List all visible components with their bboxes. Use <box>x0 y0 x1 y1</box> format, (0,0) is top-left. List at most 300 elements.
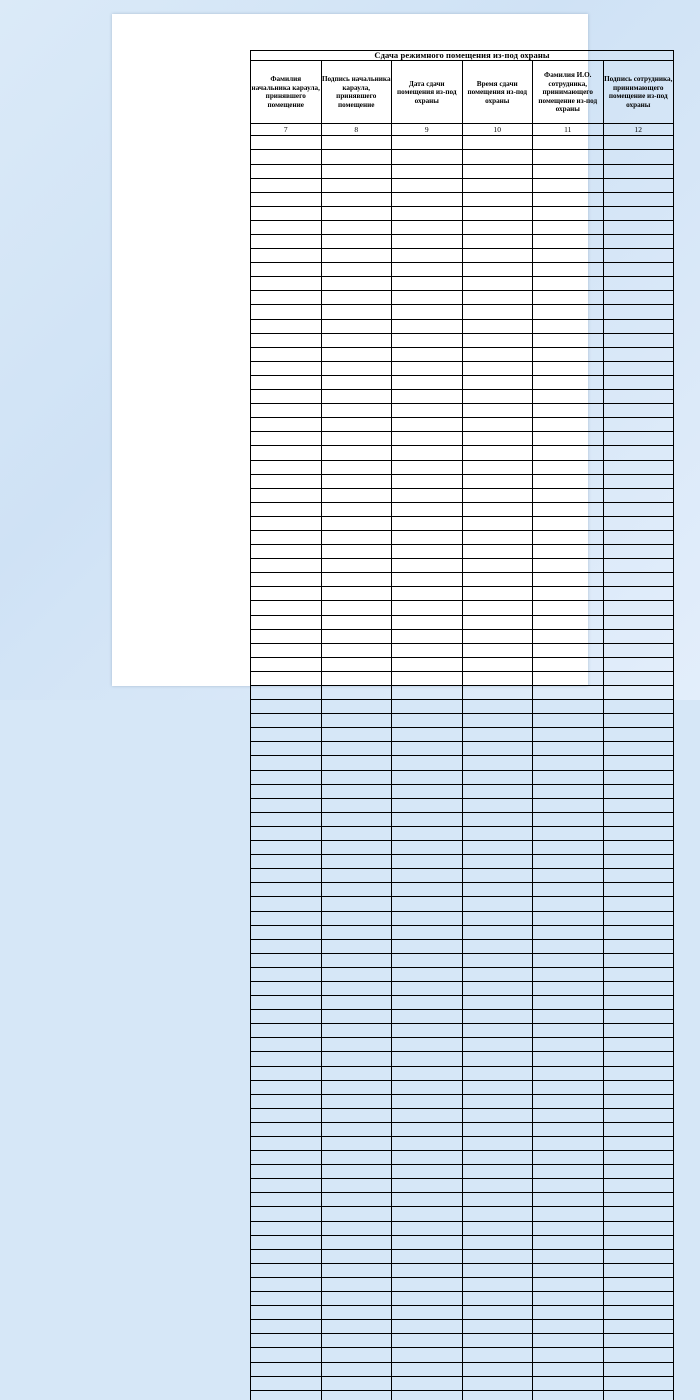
table-cell[interactable] <box>392 615 463 629</box>
table-cell[interactable] <box>603 742 674 756</box>
table-cell[interactable] <box>533 263 604 277</box>
table-cell[interactable] <box>392 1179 463 1193</box>
table-cell[interactable] <box>462 1066 533 1080</box>
table-cell[interactable] <box>533 235 604 249</box>
table-cell[interactable] <box>533 1179 604 1193</box>
table-cell[interactable] <box>251 545 322 559</box>
table-cell[interactable] <box>603 150 674 164</box>
table-cell[interactable] <box>603 1306 674 1320</box>
table-cell[interactable] <box>392 897 463 911</box>
table-cell[interactable] <box>603 375 674 389</box>
table-cell[interactable] <box>251 925 322 939</box>
table-cell[interactable] <box>321 404 392 418</box>
table-row[interactable] <box>251 939 674 953</box>
table-cell[interactable] <box>533 1052 604 1066</box>
table-cell[interactable] <box>392 277 463 291</box>
table-cell[interactable] <box>251 516 322 530</box>
table-row[interactable] <box>251 375 674 389</box>
table-cell[interactable] <box>392 714 463 728</box>
table-cell[interactable] <box>392 1376 463 1390</box>
table-cell[interactable] <box>251 220 322 234</box>
table-cell[interactable] <box>533 333 604 347</box>
table-cell[interactable] <box>251 573 322 587</box>
table-cell[interactable] <box>321 1221 392 1235</box>
table-row[interactable] <box>251 742 674 756</box>
table-row[interactable] <box>251 361 674 375</box>
table-cell[interactable] <box>603 1390 674 1400</box>
table-cell[interactable] <box>392 826 463 840</box>
table-cell[interactable] <box>603 855 674 869</box>
table-cell[interactable] <box>462 1292 533 1306</box>
table-cell[interactable] <box>603 333 674 347</box>
table-cell[interactable] <box>603 530 674 544</box>
table-cell[interactable] <box>603 1292 674 1306</box>
table-cell[interactable] <box>321 911 392 925</box>
table-cell[interactable] <box>392 1094 463 1108</box>
table-cell[interactable] <box>462 1306 533 1320</box>
table-cell[interactable] <box>603 390 674 404</box>
table-cell[interactable] <box>462 460 533 474</box>
table-row[interactable] <box>251 1052 674 1066</box>
table-cell[interactable] <box>392 911 463 925</box>
table-cell[interactable] <box>321 939 392 953</box>
table-cell[interactable] <box>321 700 392 714</box>
table-cell[interactable] <box>251 587 322 601</box>
table-row[interactable] <box>251 1376 674 1390</box>
table-cell[interactable] <box>462 869 533 883</box>
table-cell[interactable] <box>251 939 322 953</box>
table-cell[interactable] <box>603 418 674 432</box>
table-cell[interactable] <box>321 1292 392 1306</box>
table-cell[interactable] <box>321 164 392 178</box>
table-cell[interactable] <box>462 1080 533 1094</box>
table-cell[interactable] <box>251 1193 322 1207</box>
table-cell[interactable] <box>533 1094 604 1108</box>
table-cell[interactable] <box>533 474 604 488</box>
table-cell[interactable] <box>462 1010 533 1024</box>
table-cell[interactable] <box>533 530 604 544</box>
table-cell[interactable] <box>462 390 533 404</box>
table-cell[interactable] <box>321 1207 392 1221</box>
table-row[interactable] <box>251 488 674 502</box>
table-cell[interactable] <box>392 319 463 333</box>
table-row[interactable] <box>251 587 674 601</box>
table-cell[interactable] <box>533 375 604 389</box>
table-cell[interactable] <box>603 1080 674 1094</box>
table-cell[interactable] <box>533 629 604 643</box>
table-row[interactable] <box>251 1165 674 1179</box>
table-row[interactable] <box>251 559 674 573</box>
table-cell[interactable] <box>392 981 463 995</box>
table-cell[interactable] <box>462 1390 533 1400</box>
table-cell[interactable] <box>462 981 533 995</box>
table-cell[interactable] <box>251 1263 322 1277</box>
table-cell[interactable] <box>392 263 463 277</box>
table-cell[interactable] <box>603 1221 674 1235</box>
table-cell[interactable] <box>321 390 392 404</box>
table-cell[interactable] <box>462 1277 533 1291</box>
table-cell[interactable] <box>462 263 533 277</box>
table-cell[interactable] <box>392 1235 463 1249</box>
table-cell[interactable] <box>251 1080 322 1094</box>
table-cell[interactable] <box>462 347 533 361</box>
table-cell[interactable] <box>321 1390 392 1400</box>
table-cell[interactable] <box>603 192 674 206</box>
table-cell[interactable] <box>321 277 392 291</box>
table-cell[interactable] <box>603 686 674 700</box>
table-cell[interactable] <box>462 488 533 502</box>
table-cell[interactable] <box>533 502 604 516</box>
table-cell[interactable] <box>392 700 463 714</box>
table-cell[interactable] <box>321 1137 392 1151</box>
table-cell[interactable] <box>321 798 392 812</box>
table-cell[interactable] <box>251 235 322 249</box>
table-cell[interactable] <box>533 164 604 178</box>
table-cell[interactable] <box>462 1165 533 1179</box>
table-cell[interactable] <box>251 714 322 728</box>
table-cell[interactable] <box>533 798 604 812</box>
table-row[interactable] <box>251 1320 674 1334</box>
table-cell[interactable] <box>533 1249 604 1263</box>
table-cell[interactable] <box>462 615 533 629</box>
table-row[interactable] <box>251 883 674 897</box>
table-cell[interactable] <box>392 530 463 544</box>
table-cell[interactable] <box>603 1094 674 1108</box>
table-row[interactable] <box>251 1151 674 1165</box>
table-cell[interactable] <box>321 1193 392 1207</box>
table-cell[interactable] <box>321 178 392 192</box>
table-cell[interactable] <box>603 1334 674 1348</box>
table-cell[interactable] <box>321 756 392 770</box>
table-cell[interactable] <box>533 249 604 263</box>
table-row[interactable] <box>251 502 674 516</box>
table-row[interactable] <box>251 770 674 784</box>
table-cell[interactable] <box>321 319 392 333</box>
table-row[interactable] <box>251 841 674 855</box>
table-cell[interactable] <box>462 1249 533 1263</box>
table-cell[interactable] <box>462 756 533 770</box>
table-cell[interactable] <box>462 1376 533 1390</box>
table-cell[interactable] <box>321 996 392 1010</box>
table-cell[interactable] <box>462 178 533 192</box>
table-cell[interactable] <box>251 770 322 784</box>
table-row[interactable] <box>251 305 674 319</box>
table-cell[interactable] <box>251 291 322 305</box>
table-cell[interactable] <box>603 1108 674 1122</box>
table-cell[interactable] <box>533 545 604 559</box>
table-cell[interactable] <box>533 1151 604 1165</box>
table-cell[interactable] <box>603 545 674 559</box>
table-cell[interactable] <box>462 953 533 967</box>
table-cell[interactable] <box>462 728 533 742</box>
table-cell[interactable] <box>321 897 392 911</box>
table-row[interactable] <box>251 953 674 967</box>
table-cell[interactable] <box>251 728 322 742</box>
table-cell[interactable] <box>251 559 322 573</box>
table-cell[interactable] <box>321 305 392 319</box>
table-cell[interactable] <box>462 1108 533 1122</box>
table-cell[interactable] <box>251 1179 322 1193</box>
table-cell[interactable] <box>462 967 533 981</box>
table-cell[interactable] <box>251 601 322 615</box>
table-cell[interactable] <box>392 939 463 953</box>
table-cell[interactable] <box>392 235 463 249</box>
table-cell[interactable] <box>392 798 463 812</box>
table-cell[interactable] <box>462 1122 533 1136</box>
table-cell[interactable] <box>462 1052 533 1066</box>
table-cell[interactable] <box>603 643 674 657</box>
table-row[interactable] <box>251 1080 674 1094</box>
table-row[interactable] <box>251 869 674 883</box>
table-cell[interactable] <box>603 1249 674 1263</box>
table-cell[interactable] <box>321 1263 392 1277</box>
table-cell[interactable] <box>392 206 463 220</box>
table-cell[interactable] <box>603 263 674 277</box>
table-cell[interactable] <box>251 1390 322 1400</box>
table-cell[interactable] <box>603 1277 674 1291</box>
table-cell[interactable] <box>603 925 674 939</box>
table-row[interactable] <box>251 1334 674 1348</box>
table-cell[interactable] <box>321 601 392 615</box>
table-row[interactable] <box>251 235 674 249</box>
table-cell[interactable] <box>462 249 533 263</box>
table-cell[interactable] <box>251 192 322 206</box>
table-row[interactable] <box>251 1066 674 1080</box>
table-cell[interactable] <box>321 291 392 305</box>
table-cell[interactable] <box>603 784 674 798</box>
table-row[interactable] <box>251 1235 674 1249</box>
table-cell[interactable] <box>392 996 463 1010</box>
table-cell[interactable] <box>533 700 604 714</box>
table-cell[interactable] <box>533 728 604 742</box>
table-cell[interactable] <box>533 1122 604 1136</box>
table-cell[interactable] <box>321 347 392 361</box>
table-row[interactable] <box>251 855 674 869</box>
table-row[interactable] <box>251 996 674 1010</box>
table-cell[interactable] <box>321 333 392 347</box>
table-cell[interactable] <box>251 164 322 178</box>
table-cell[interactable] <box>603 488 674 502</box>
table-row[interactable] <box>251 700 674 714</box>
table-cell[interactable] <box>533 1348 604 1362</box>
table-cell[interactable] <box>462 333 533 347</box>
table-cell[interactable] <box>392 756 463 770</box>
table-cell[interactable] <box>392 1122 463 1136</box>
table-row[interactable] <box>251 432 674 446</box>
table-row[interactable] <box>251 1263 674 1277</box>
table-cell[interactable] <box>603 629 674 643</box>
table-cell[interactable] <box>603 446 674 460</box>
table-cell[interactable] <box>533 1221 604 1235</box>
table-row[interactable] <box>251 206 674 220</box>
table-cell[interactable] <box>321 629 392 643</box>
table-cell[interactable] <box>462 1348 533 1362</box>
table-cell[interactable] <box>533 855 604 869</box>
table-cell[interactable] <box>392 460 463 474</box>
table-cell[interactable] <box>321 488 392 502</box>
table-cell[interactable] <box>533 784 604 798</box>
table-cell[interactable] <box>251 375 322 389</box>
table-cell[interactable] <box>321 545 392 559</box>
table-row[interactable] <box>251 1122 674 1136</box>
table-cell[interactable] <box>392 1249 463 1263</box>
table-cell[interactable] <box>321 1348 392 1362</box>
table-cell[interactable] <box>251 897 322 911</box>
table-cell[interactable] <box>533 770 604 784</box>
table-cell[interactable] <box>392 305 463 319</box>
table-cell[interactable] <box>251 1292 322 1306</box>
table-cell[interactable] <box>251 855 322 869</box>
table-cell[interactable] <box>392 1320 463 1334</box>
table-cell[interactable] <box>251 361 322 375</box>
table-cell[interactable] <box>462 798 533 812</box>
table-cell[interactable] <box>533 1010 604 1024</box>
table-cell[interactable] <box>533 1292 604 1306</box>
table-cell[interactable] <box>533 1080 604 1094</box>
table-cell[interactable] <box>392 587 463 601</box>
table-cell[interactable] <box>533 883 604 897</box>
table-cell[interactable] <box>321 1165 392 1179</box>
table-cell[interactable] <box>533 1334 604 1348</box>
table-cell[interactable] <box>603 897 674 911</box>
table-cell[interactable] <box>533 192 604 206</box>
table-cell[interactable] <box>533 1108 604 1122</box>
table-cell[interactable] <box>462 841 533 855</box>
table-row[interactable] <box>251 1249 674 1263</box>
table-row[interactable] <box>251 277 674 291</box>
table-row[interactable] <box>251 1390 674 1400</box>
table-row[interactable] <box>251 545 674 559</box>
table-cell[interactable] <box>462 1334 533 1348</box>
table-cell[interactable] <box>251 1376 322 1390</box>
table-cell[interactable] <box>533 967 604 981</box>
table-cell[interactable] <box>321 361 392 375</box>
table-cell[interactable] <box>251 1334 322 1348</box>
table-cell[interactable] <box>251 319 322 333</box>
table-cell[interactable] <box>321 714 392 728</box>
table-row[interactable] <box>251 629 674 643</box>
table-cell[interactable] <box>533 615 604 629</box>
table-cell[interactable] <box>251 1038 322 1052</box>
table-cell[interactable] <box>603 305 674 319</box>
table-cell[interactable] <box>251 150 322 164</box>
table-cell[interactable] <box>462 1362 533 1376</box>
table-cell[interactable] <box>533 390 604 404</box>
table-cell[interactable] <box>533 150 604 164</box>
table-cell[interactable] <box>533 897 604 911</box>
table-cell[interactable] <box>251 418 322 432</box>
table-cell[interactable] <box>462 150 533 164</box>
table-cell[interactable] <box>392 1362 463 1376</box>
table-cell[interactable] <box>533 714 604 728</box>
table-cell[interactable] <box>321 206 392 220</box>
table-cell[interactable] <box>321 1122 392 1136</box>
table-cell[interactable] <box>462 671 533 685</box>
table-cell[interactable] <box>251 1207 322 1221</box>
table-row[interactable] <box>251 291 674 305</box>
table-row[interactable] <box>251 714 674 728</box>
table-cell[interactable] <box>321 643 392 657</box>
table-cell[interactable] <box>392 1151 463 1165</box>
table-cell[interactable] <box>251 305 322 319</box>
table-cell[interactable] <box>462 1137 533 1151</box>
table-cell[interactable] <box>603 1165 674 1179</box>
table-cell[interactable] <box>251 1362 322 1376</box>
table-cell[interactable] <box>603 573 674 587</box>
table-row[interactable] <box>251 192 674 206</box>
table-cell[interactable] <box>251 1052 322 1066</box>
table-cell[interactable] <box>533 1207 604 1221</box>
table-cell[interactable] <box>462 897 533 911</box>
table-cell[interactable] <box>533 643 604 657</box>
table-cell[interactable] <box>462 911 533 925</box>
table-cell[interactable] <box>533 1193 604 1207</box>
table-cell[interactable] <box>603 206 674 220</box>
table-cell[interactable] <box>533 869 604 883</box>
table-row[interactable] <box>251 812 674 826</box>
table-cell[interactable] <box>392 164 463 178</box>
table-row[interactable] <box>251 263 674 277</box>
table-cell[interactable] <box>533 1263 604 1277</box>
table-cell[interactable] <box>533 981 604 995</box>
table-cell[interactable] <box>462 136 533 150</box>
table-cell[interactable] <box>251 488 322 502</box>
table-cell[interactable] <box>321 1151 392 1165</box>
table-cell[interactable] <box>321 1320 392 1334</box>
table-cell[interactable] <box>533 418 604 432</box>
table-cell[interactable] <box>462 700 533 714</box>
table-cell[interactable] <box>603 1137 674 1151</box>
table-cell[interactable] <box>603 996 674 1010</box>
table-cell[interactable] <box>251 629 322 643</box>
table-cell[interactable] <box>392 361 463 375</box>
table-cell[interactable] <box>251 756 322 770</box>
table-cell[interactable] <box>321 375 392 389</box>
table-cell[interactable] <box>251 1235 322 1249</box>
table-cell[interactable] <box>392 1207 463 1221</box>
table-row[interactable] <box>251 418 674 432</box>
table-cell[interactable] <box>533 911 604 925</box>
table-cell[interactable] <box>251 432 322 446</box>
table-cell[interactable] <box>462 742 533 756</box>
table-cell[interactable] <box>462 812 533 826</box>
table-cell[interactable] <box>462 629 533 643</box>
table-cell[interactable] <box>603 235 674 249</box>
table-cell[interactable] <box>321 1334 392 1348</box>
table-row[interactable] <box>251 1137 674 1151</box>
table-row[interactable] <box>251 249 674 263</box>
table-cell[interactable] <box>462 573 533 587</box>
table-cell[interactable] <box>533 657 604 671</box>
table-cell[interactable] <box>392 686 463 700</box>
table-row[interactable] <box>251 319 674 333</box>
table-cell[interactable] <box>392 347 463 361</box>
table-cell[interactable] <box>251 869 322 883</box>
table-cell[interactable] <box>462 432 533 446</box>
table-cell[interactable] <box>392 404 463 418</box>
table-cell[interactable] <box>533 319 604 333</box>
table-row[interactable] <box>251 1292 674 1306</box>
table-cell[interactable] <box>392 1348 463 1362</box>
table-cell[interactable] <box>392 150 463 164</box>
table-cell[interactable] <box>392 390 463 404</box>
table-row[interactable] <box>251 798 674 812</box>
table-cell[interactable] <box>392 136 463 150</box>
table-cell[interactable] <box>603 347 674 361</box>
table-cell[interactable] <box>321 1094 392 1108</box>
table-cell[interactable] <box>533 361 604 375</box>
table-cell[interactable] <box>251 206 322 220</box>
